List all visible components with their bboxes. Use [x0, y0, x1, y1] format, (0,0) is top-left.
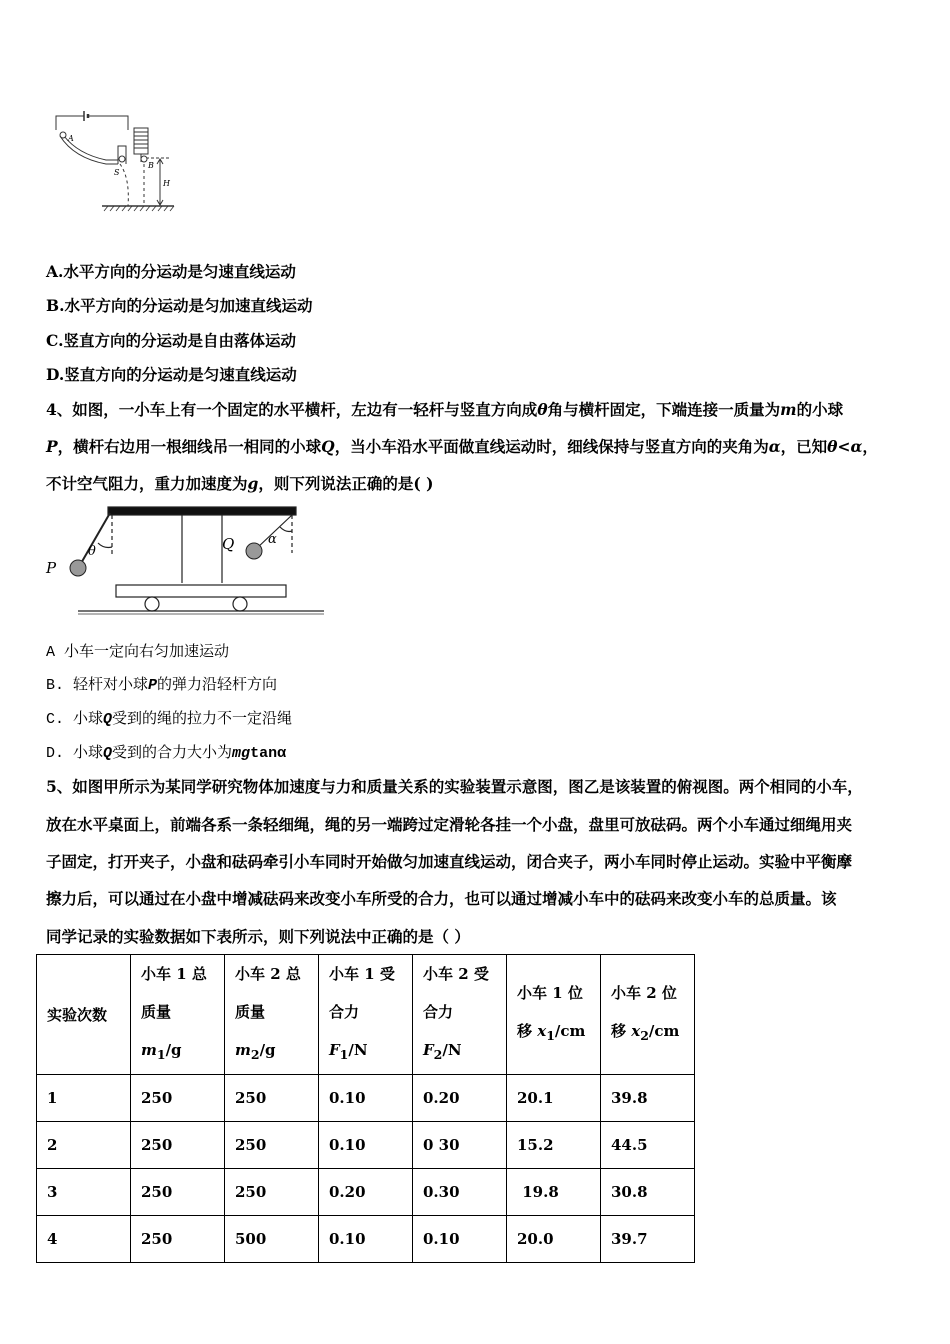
- label-s: S: [114, 168, 120, 177]
- table-cell: 0.20: [319, 1169, 413, 1216]
- table-cell: 500: [225, 1216, 319, 1263]
- experiment-data-table: [36, 954, 695, 1263]
- q5-stem-line5: 同学记录的实验数据如下表所示，则下列说法中正确的是（ ）: [46, 927, 470, 946]
- table-cell: 44.5: [601, 1122, 695, 1169]
- table-cell: 39.7: [601, 1216, 695, 1263]
- table-cell: 0.10: [319, 1122, 413, 1169]
- q5-stem-line4: 擦力后，可以通过在小盘中增减砝码来改变小车所受的合力，也可以通过增减小车中的砝码来改变小车的总质量。该: [46, 889, 837, 908]
- table-row: [37, 1216, 695, 1263]
- table-cell: 250: [225, 1075, 319, 1122]
- table-cell: 250: [131, 1122, 225, 1169]
- table-cell: 250: [225, 1122, 319, 1169]
- label-alpha: α: [268, 532, 277, 547]
- q4-stem-line2: P，横杆右边用一根细线吊一相同的小球Q，当小车沿水平面做直线运动时，细线保持与竖直方向的夹角为α，已知θ<α，: [46, 437, 878, 456]
- table-cell: 39.8: [601, 1075, 695, 1122]
- table-cell: 0.10: [319, 1216, 413, 1263]
- header-f1: 小车 1 受 合力 $F_1/N$: [319, 955, 413, 1075]
- table-cell: 15.2: [507, 1122, 601, 1169]
- table-cell: 0.20: [413, 1075, 507, 1122]
- table-cell: 19.8: [507, 1169, 601, 1216]
- figure-projectile-apparatus: [46, 108, 186, 218]
- label-p: P: [46, 559, 57, 577]
- q5-stem-line3: 子固定，打开夹子，小盘和砝码牵引小车同时开始做匀加速直线运动，闭合夹子，两小车同时停止运动。实验中平衡摩: [46, 852, 853, 871]
- header-m1: 小车 1 总 质量 $m_1/g$: [131, 955, 225, 1075]
- table-cell: 250: [225, 1169, 319, 1216]
- table-cell: 2: [37, 1122, 131, 1169]
- table-header-row: [37, 955, 695, 1075]
- q5-stem-line2: 放在水平桌面上，前端各系一条轻细绳，绳的另一端跨过定滑轮各挂一个小盘，盘里可放砝码。两个小车通过细绳用夹: [46, 815, 853, 834]
- table-cell: 0.30: [413, 1169, 507, 1216]
- q4-option-c: C. 小球Q受到的绳的拉力不一定沿绳: [46, 711, 293, 728]
- figure-cart-pendulums: [44, 503, 334, 623]
- table-cell: 4: [37, 1216, 131, 1263]
- q3-option-a: A.水平方向的分运动是匀速直线运动: [46, 262, 296, 281]
- header-x2: 小车 2 位 移 $x_2/cm$: [601, 955, 695, 1075]
- label-theta: θ: [88, 544, 96, 559]
- q4-stem-line1: 4、如图，一小车上有一个固定的水平横杆，左边有一轻杆与竖直方向成θ角与横杆固定，下端连接一质量为m的小球: [46, 400, 844, 419]
- label-b: B: [148, 161, 154, 170]
- table-cell: 250: [131, 1169, 225, 1216]
- q4-option-b: B. 轻杆对小球P的弹力沿轻杆方向: [46, 677, 278, 694]
- table-cell: 250: [131, 1075, 225, 1122]
- table-cell: 0.10: [413, 1216, 507, 1263]
- header-m2: 小车 2 总 质量 $m_2/g$: [225, 955, 319, 1075]
- q5-stem-line1: 5、如图甲所示为某同学研究物体加速度与力和质量关系的实验装置示意图，图乙是该装置的俯视图。两个相同的小车，: [46, 777, 863, 796]
- q3-option-d: D.竖直方向的分运动是匀速直线运动: [46, 365, 297, 384]
- q4-stem-line3: 不计空气阻力，重力加速度为g，则下列说法正确的是( ): [46, 474, 434, 493]
- label-h: H: [163, 179, 170, 188]
- table-row: [37, 1122, 695, 1169]
- label-q: Q: [222, 535, 235, 553]
- table-row: [37, 1075, 695, 1122]
- q3-option-c: C.竖直方向的分运动是自由落体运动: [46, 331, 296, 350]
- table-cell: 0 30: [413, 1122, 507, 1169]
- table-cell: 30.8: [601, 1169, 695, 1216]
- q4-option-d: D. 小球Q受到的合力大小为mgtanα: [46, 745, 287, 762]
- table-cell: 3: [37, 1169, 131, 1216]
- header-x1: 小车 1 位 移 $x_1/cm$: [507, 955, 601, 1075]
- table-cell: 250: [131, 1216, 225, 1263]
- header-trial: 实验次数: [37, 955, 131, 1075]
- label-a: A: [68, 134, 74, 143]
- table-cell: 20.0: [507, 1216, 601, 1263]
- table-cell: 1: [37, 1075, 131, 1122]
- q4-option-a: A 小车一定向右匀加速运动: [46, 644, 230, 661]
- table-row: [37, 1169, 695, 1216]
- header-f2: 小车 2 受 合力 $F_2/N$: [413, 955, 507, 1075]
- table-cell: 0.10: [319, 1075, 413, 1122]
- table-cell: 20.1: [507, 1075, 601, 1122]
- q3-option-b: B.水平方向的分运动是匀加速直线运动: [46, 296, 313, 315]
